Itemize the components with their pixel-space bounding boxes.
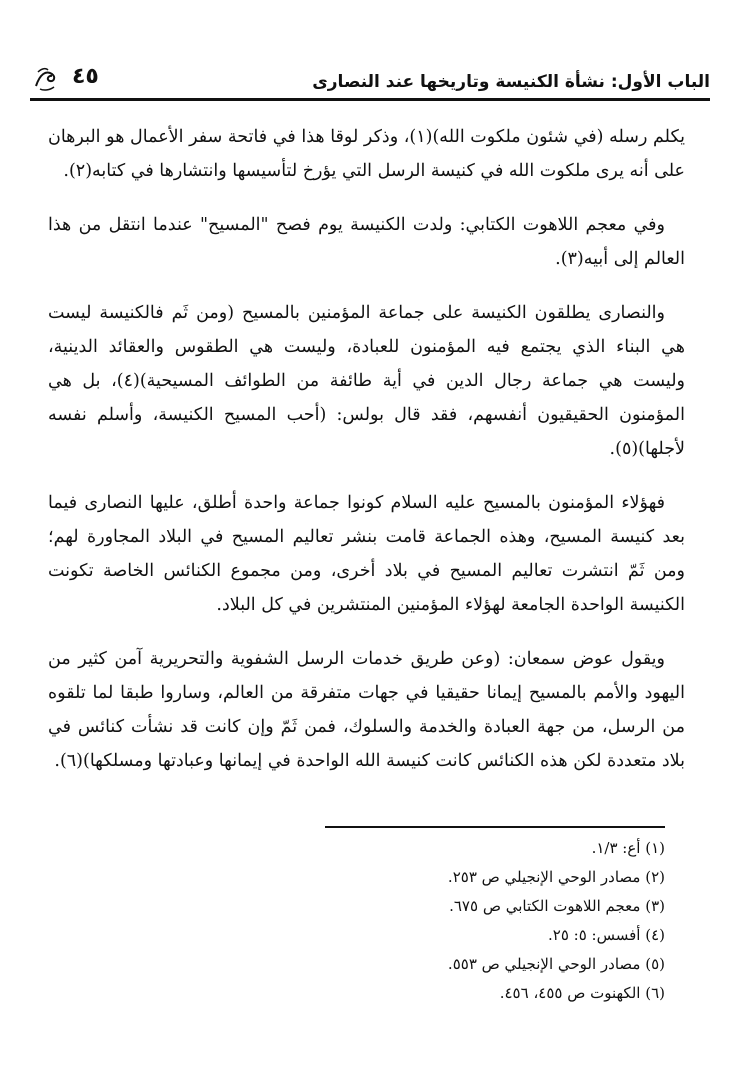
page-header [30, 60, 710, 100]
paragraph: فهؤلاء المؤمنون بالمسيح عليه السلام كونوا جماعة واحدة أطلق، عليها النصارى فيما بعد كنيسة المسيح، وهذه الجماعة قامت بنشر تعاليم المسيح في البلاد المجاورة لهم؛ ومن ثَمّ انتشرت تعاليم المسيح في بلاد أخرى، ومن مجموع الكنائس الخاصة تكونت الكنيسة الواحدة الجامعة لهؤلاء المؤمنين المنتشرين في كل البلاد. [48, 493, 685, 615]
footnote: (٢) مصادر الوحي الإنجيلي ص ٢٥٣. [447, 868, 665, 886]
page-body [48, 120, 685, 798]
ornament-icon [34, 64, 74, 92]
paragraph: والنصارى يطلقون الكنيسة على جماعة المؤمنين بالمسيح (ومن ثَم فالكنيسة ليست هي البناء الذي يجتمع فيه المؤمنون للعبادة، وليست هي الطقوس والعقائد الدينية، وليست هي جماعة رجال الدين في أية طائفة من الطوائف المسيحية)(٤)، بل هي المؤمنون الحقيقيون أنفسهم، فقد قال بولس: (أحب المسيح الكنيسة، وأسلم نفسه لأجلها)(٥). [48, 303, 685, 459]
paragraph: ويقول عوض سمعان: (وعن طريق خدمات الرسل الشفوية والتحريرية آمن كثير من اليهود والأمم بالمسيح إيمانا حقيقيا في جهات متفرقة من العالم، وساروا طبقا لما تلقوه من الرسل، من جهة العبادة والخدمة والسلوك، فمن ثَمّ وإن كانت قد نشأت كنائس في بلاد متعددة لكن هذه الكنائس كانت كنيسة الله الواحدة في إيمانها وعبادتها ومسلكها)(٦). [48, 649, 685, 771]
page-number: ٤٥ [72, 64, 99, 89]
footnote: (٥) مصادر الوحي الإنجيلي ص ٥٥٣. [447, 955, 665, 973]
header-rule [30, 98, 710, 101]
paragraph: وفي معجم اللاهوت الكتابي: ولدت الكنيسة يوم فصح "المسيح" عندما انتقل من هذا العالم إلى أبيه(٣). [48, 215, 685, 269]
footnote: (٦) الكهنوت ص ٤٥٥، ٤٥٦. [499, 984, 665, 1002]
footnotes [50, 826, 665, 1008]
footnote-rule [325, 826, 665, 828]
footnote: (٤) أفسس: ٥: ٢٥. [547, 926, 665, 944]
footnote: (٣) معجم اللاهوت الكتابي ص ٦٧٥. [449, 897, 665, 915]
footnote: (١) أع: ١/٣. [591, 839, 665, 857]
running-title: الباب الأول: نشأة الكنيسة وتاريخها عند النصارى [312, 72, 710, 92]
paragraph: يكلم رسله (في شئون ملكوت الله)(١)، وذكر لوقا هذا في فاتحة سفر الأعمال هو البرهان على أنه يرى ملكوت الله في كنيسة الرسل التي يؤرخ لتأسيسها وانتشارها في كتابه(٢). [48, 127, 685, 181]
